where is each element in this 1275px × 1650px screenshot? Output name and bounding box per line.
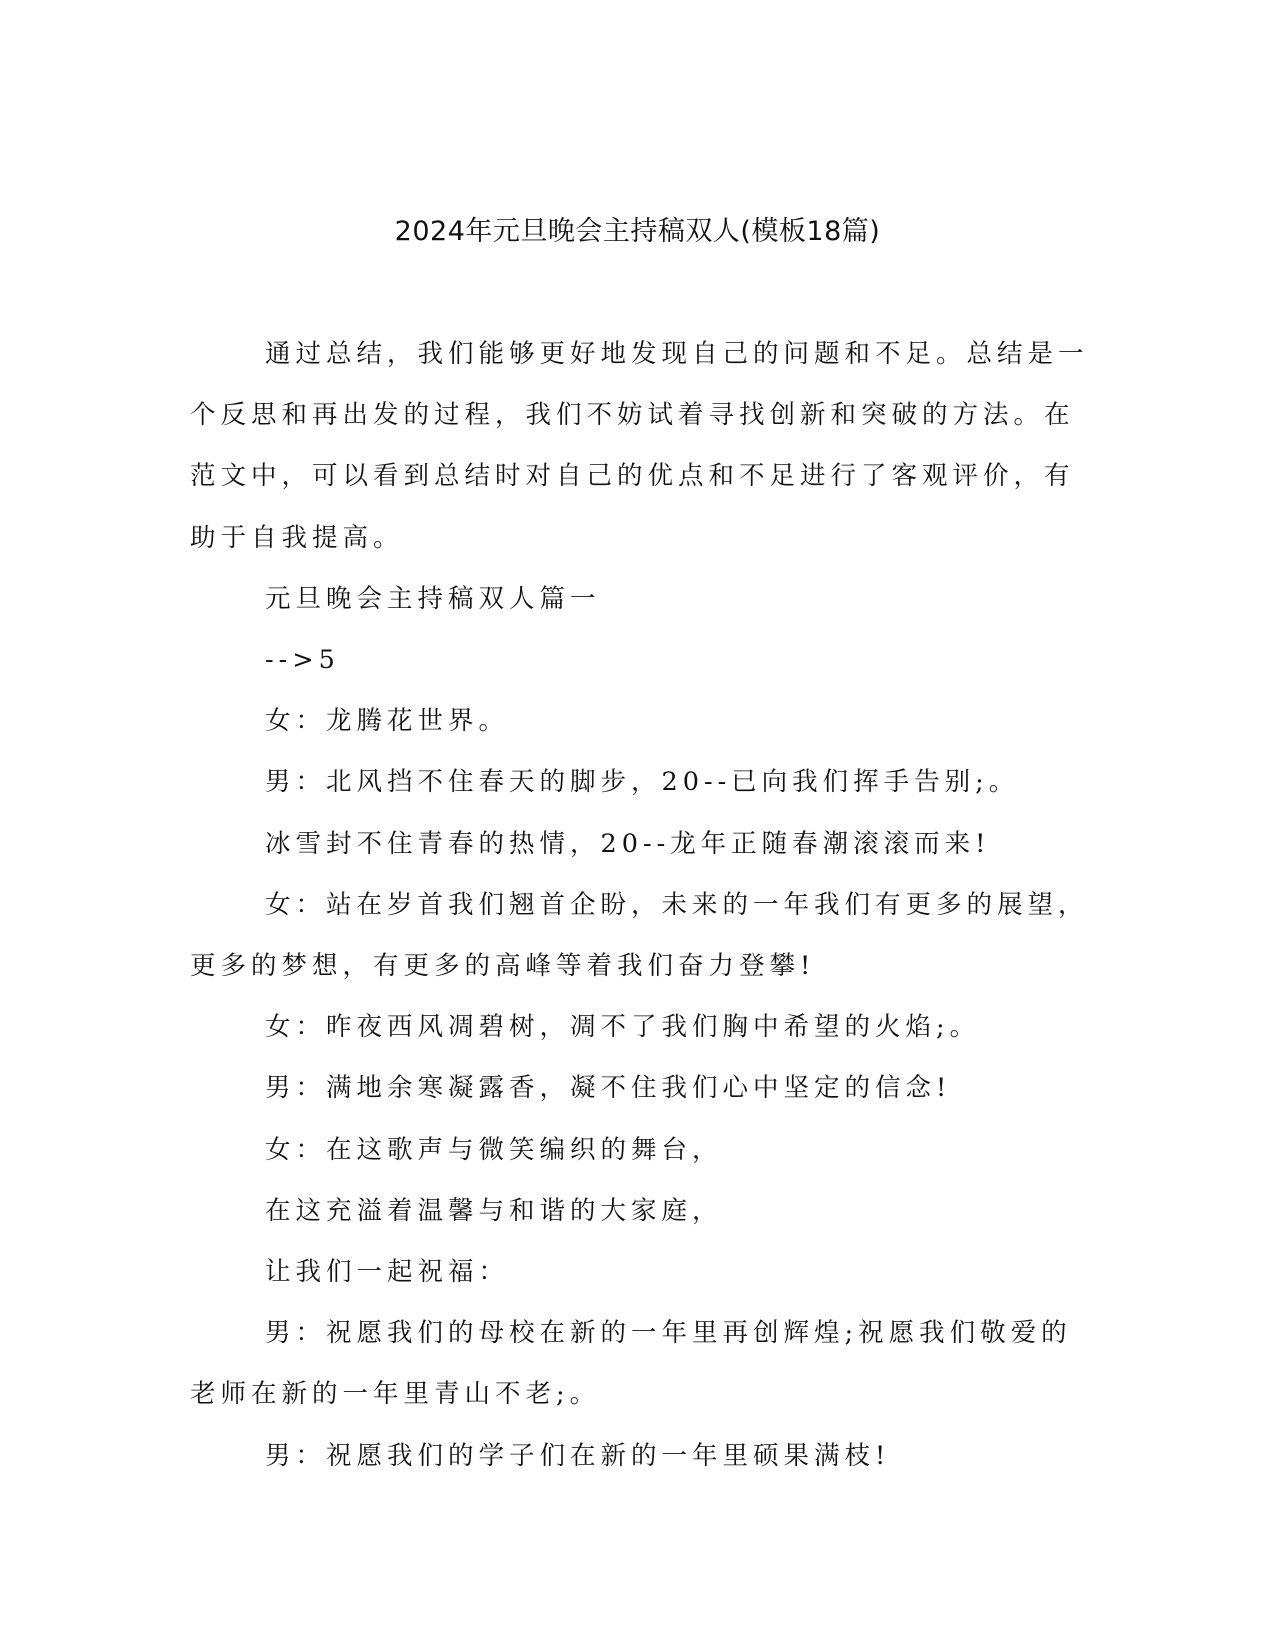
paragraph: 女：站在岁首我们翘首企盼，未来的一年我们有更多的展望，更多的梦想，有更多的高峰等着我们奋力登攀! xyxy=(190,889,1089,982)
paragraph: 冰雪封不住青春的热情，20--龙年正随春潮滚滚而来! xyxy=(265,828,991,859)
document-body xyxy=(190,324,1090,1487)
paragraph: 男：北风挡不住春天的脚步，20--已向我们挥手告别;。 xyxy=(265,767,1020,798)
paragraph: 女：在这歌声与微笑编织的舞台， xyxy=(265,1134,723,1165)
paragraph: 男：祝愿我们的学子们在新的一年里硕果满枝! xyxy=(265,1440,891,1471)
paragraph: 在这充溢着温馨与和谐的大家庭， xyxy=(265,1195,723,1226)
paragraph: 男：祝愿我们的母校在新的一年里再创辉煌;祝愿我们敬爱的老师在新的一年里青山不老;。 xyxy=(190,1318,1072,1410)
paragraph: -->5 xyxy=(265,645,340,676)
paragraph: 让我们一起祝福： xyxy=(265,1257,510,1288)
section-heading: 元旦晚会主持稿双人篇一 xyxy=(265,583,601,614)
paragraph-intro: 通过总结，我们能够更好地发现自己的问题和不足。总结是一个反思和再出发的过程，我们不妨试着寻找创新和突破的方法。在范文中，可以看到总结时对自己的优点和不足进行了客观评价，有助于自我提高。 xyxy=(190,339,1089,553)
paragraph: 女：龙腾花世界。 xyxy=(265,706,510,737)
document-title: 2024年元旦晚会主持稿双人(模板18篇) xyxy=(394,216,881,247)
paragraph: 男：满地余寒凝露香，凝不住我们心中坚定的信念! xyxy=(265,1073,952,1104)
paragraph: 女：昨夜西风凋碧树，凋不了我们胸中希望的火焰;。 xyxy=(265,1012,981,1043)
